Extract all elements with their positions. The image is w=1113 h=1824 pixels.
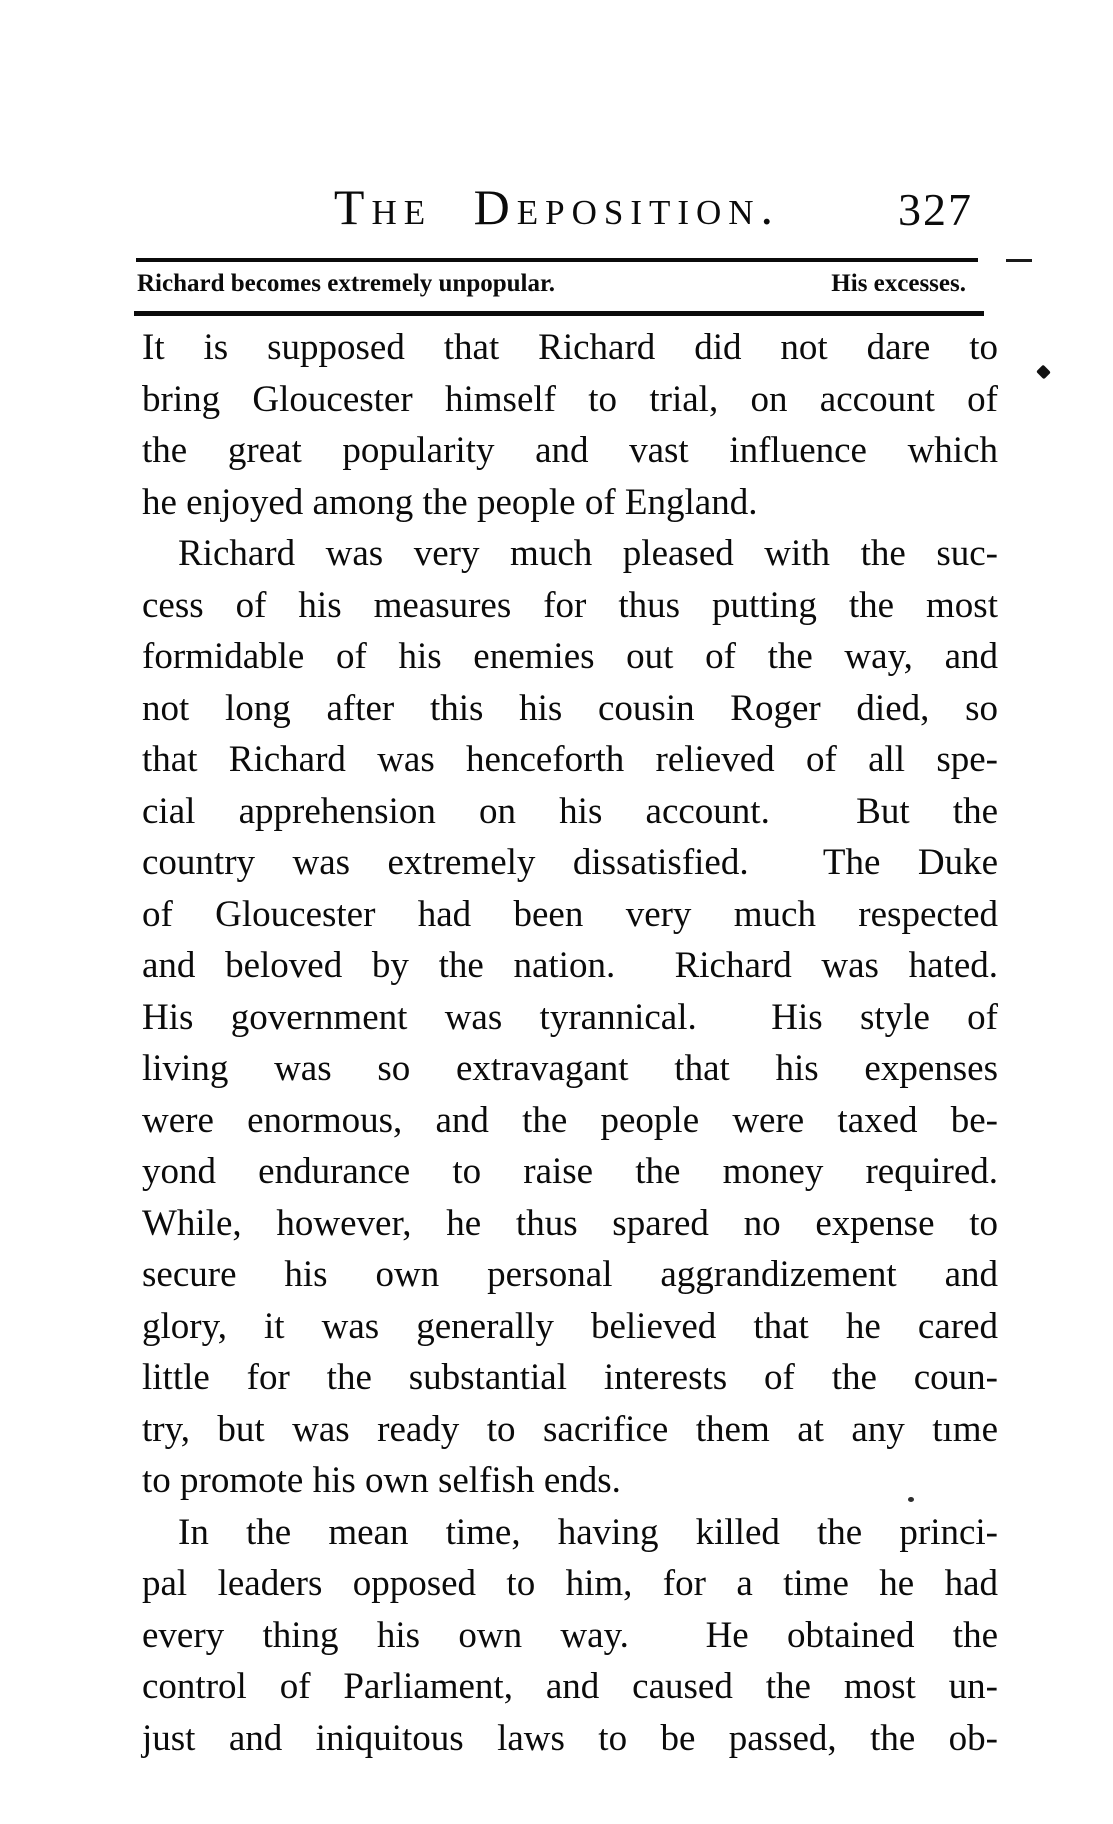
text-line: living was so extravagant that his expenses <box>142 1048 998 1089</box>
text-line: His government was tyrannical. His style of <box>142 996 998 1038</box>
text-line: little for the substantial interests of the coun- <box>142 1357 998 1398</box>
text-line: glory, it was generally believed that he cared <box>142 1305 998 1347</box>
text-line: every thing his own way. He obtained the <box>142 1614 998 1656</box>
text-line: secure his own personal aggrandizement and <box>142 1254 998 1295</box>
text-line: and beloved by the nation. Richard was hated. <box>142 945 998 986</box>
text-line: not long after this his cousin Roger died, so <box>142 687 998 729</box>
ink-speck <box>908 1497 914 1502</box>
text-line: that Richard was henceforth relieved of all spe- <box>142 739 998 780</box>
header-rule-dash <box>1006 259 1032 262</box>
body-text <box>142 322 998 1764</box>
text-line: pal leaders opposed to him, for a time he had <box>142 1563 998 1604</box>
text-line: cess of his measures for thus putting the most <box>142 584 998 626</box>
text-line: yond endurance to raise the money required. <box>142 1151 998 1192</box>
text-line: formidable of his enemies out of the way, and <box>142 636 998 677</box>
guide-words-rule <box>134 311 984 316</box>
page-number: 327 <box>898 184 973 235</box>
text-line: try, but was ready to sacrifice them at any tıme <box>142 1408 998 1450</box>
text-line: of Gloucester had been very much respected <box>142 893 998 935</box>
text-line: It is supposed that Richard did not dare to <box>142 327 998 368</box>
text-line: he enjoyed among the people of England. <box>142 481 758 523</box>
header-rule <box>136 258 978 262</box>
guide-words-row <box>137 269 966 299</box>
text-line: control of Parliament, and caused the most un- <box>142 1666 998 1707</box>
text-line: just and iniquitous laws to be passed, the ob- <box>142 1717 998 1759</box>
page-title: The Deposition. <box>333 179 781 235</box>
text-line: country was extremely dissatisfied. The Duke <box>142 842 998 883</box>
guide-word-right: His excesses. <box>831 270 966 297</box>
text-line: While, however, he thus spared no expense to <box>142 1202 998 1244</box>
text-line: bring Gloucester himself to trial, on account of <box>142 378 998 420</box>
text-line: In the mean time, having killed the princi- <box>178 1511 998 1553</box>
guide-word-left: Richard becomes extremely unpopular. <box>137 270 556 297</box>
ink-speck <box>1036 365 1051 380</box>
text-line: Richard was very much pleased with the suc- <box>178 533 998 574</box>
text-line: were enormous, and the people were taxed be- <box>142 1099 998 1141</box>
text-line: to promote his own selfish ends. <box>142 1460 621 1501</box>
text-line: the great popularity and vast influence which <box>142 430 998 471</box>
text-line: cial apprehension on his account. But the <box>142 790 998 832</box>
